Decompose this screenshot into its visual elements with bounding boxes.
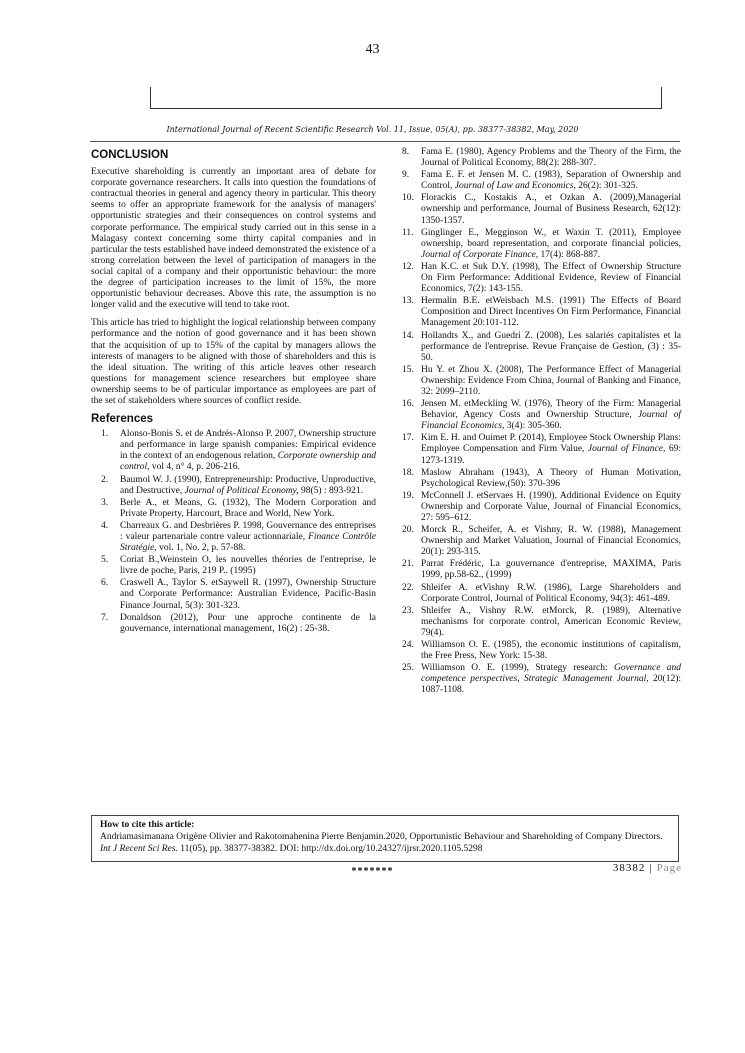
header-rule bbox=[90, 141, 680, 142]
reference-item bbox=[91, 498, 376, 520]
reference-item bbox=[402, 640, 681, 662]
reference-number: 5. bbox=[101, 555, 109, 566]
reference-text: Florackis C., Kostakis A., et Ozkan A. (2009),Managerial ownership and performance, Journal of Business Research, 62(12): 1350-1357. bbox=[421, 193, 681, 226]
reference-number: 4. bbox=[101, 520, 109, 531]
reference-text: Coriat B.,Weinstein O, les nouvelles théories de l'entreprise, le livre de poche, Paris, 219 P.. (1995) bbox=[120, 555, 376, 577]
reference-item bbox=[402, 559, 681, 581]
citation-label: How to cite this article: bbox=[100, 820, 195, 830]
journal-header: International Journal of Recent Scientific Research Vol. 11, Issue, 05(A), pp. 38377-38382, May, 2020 bbox=[166, 125, 579, 134]
reference-number: 16. bbox=[402, 399, 414, 410]
reference-item bbox=[402, 331, 681, 364]
reference-number: 14. bbox=[402, 330, 414, 341]
reference-text: Fama E. F. et Jensen M. C. (1983), Separation of Ownership and Control, bbox=[421, 170, 681, 192]
reference-item bbox=[91, 555, 376, 577]
reference-item bbox=[402, 193, 681, 226]
reference-number: 23. bbox=[402, 605, 414, 616]
reference-number: 9. bbox=[402, 170, 410, 181]
citation-tail: 11(05), pp. 38377-38382. DOI: http://dx.doi.org/10.24327/ijrsr.2020.1105.5298 bbox=[177, 844, 483, 854]
top-frame-box bbox=[150, 87, 662, 109]
reference-text: Baumol W. J. (1990), Entrepreneurship: Productive, Unproductive, and Destructive, bbox=[120, 474, 376, 496]
reference-tail: 17(4): 868-887. bbox=[538, 249, 601, 260]
reference-tail: 98(5) : 893-921. bbox=[298, 485, 364, 496]
reference-item bbox=[402, 525, 681, 558]
reference-item bbox=[402, 433, 681, 466]
reference-item bbox=[402, 491, 681, 524]
reference-number: 19. bbox=[402, 490, 414, 501]
reference-source: Journal of Political Economy, bbox=[184, 485, 299, 496]
reference-text: Hu Y. et Zhou X. (2008), The Performance Effect of Managerial Ownership: Evidence From China, Journal of Banking and Finance, 32: 2099–2110. bbox=[421, 364, 681, 397]
references-title: References bbox=[91, 413, 154, 426]
reference-tail: vol 4, n° 4, p. 206-216. bbox=[149, 462, 240, 473]
end-stars: ******* bbox=[351, 866, 394, 877]
reference-text: Fama E. (1980), Agency Problems and the Theory of the Firm, the Journal of Political Economy, 88(2): 288-307. bbox=[421, 147, 681, 169]
reference-text: Ginglinger E., Megginson W., et Waxin T. (2011), Employee ownership, board representation, and corporate financial policies, bbox=[421, 227, 681, 249]
reference-tail: 69: 1273-1319. bbox=[421, 444, 681, 466]
reference-number: 10. bbox=[402, 193, 414, 204]
footer-page-number: 38382 bbox=[612, 862, 646, 874]
reference-number: 25. bbox=[402, 663, 414, 674]
reference-item bbox=[402, 583, 681, 605]
reference-number: 6. bbox=[101, 578, 109, 589]
reference-item bbox=[91, 578, 376, 611]
reference-text: Jensen M. etMeckling W. (1976), Theory of the Firm: Managerial Behavior, Agency Costs and Ownership Structure, bbox=[421, 399, 681, 421]
reference-text: Parrat Frédéric, La gouvernance d'entreprise, MAXIMA, Paris 1999, pp.58-62., (1999) bbox=[421, 559, 681, 581]
citation-text bbox=[100, 831, 670, 855]
left-column bbox=[91, 147, 376, 636]
citation-body: Andriamasimanana Origène Olivier and Rakotomahenina Pierre Benjamin.2020, Opportunistic Behaviour and Shareholding of Company Directors. bbox=[100, 832, 663, 842]
footer-page-label: Page bbox=[656, 862, 682, 874]
reference-number: 7. bbox=[101, 612, 109, 623]
reference-item bbox=[402, 147, 681, 169]
reference-text: Alonso-Bonis S. et de Andrés-Alonso P. 2007, Ownership structure and performance in large spanish companies: Empirical evidence in the context of an endogenous relation, bbox=[120, 429, 376, 462]
reference-tail: vol. 1, No. 2, p. 57-88. bbox=[156, 543, 246, 554]
reference-source: Journal of Financial Economics, bbox=[421, 410, 681, 432]
right-column bbox=[402, 147, 681, 698]
reference-text: Shleifer A., Vishny R.W. etMorck, R. (1989), Alternative mechanisms for corporate control, American Economic Review, 79(4). bbox=[421, 605, 681, 638]
conclusion-paragraph-2: This article has tried to highlight the logical relationship between company performance and the notion of good governance and it has been shown that the acquisition of up to 15% of the capital by managers allows the interests of managers to be aligned with those of shareholders and this is the ideal situation. The writing of this article leaves other research questions for management science researchers but employee share ownership seems to be of particular importance as employees are part of the set of stakeholders where sources of conflict reside. bbox=[91, 318, 376, 406]
reference-text: Hollandts X., and Guedri Z. (2008), Les salariés capitalistes et la performance de l'entreprise. Revue Française de Gestion, (3) : 35-50. bbox=[421, 330, 681, 363]
reference-item bbox=[91, 475, 376, 497]
reference-item bbox=[402, 663, 681, 696]
reference-text: Craswell A., Taylor S. etSaywell R. (1997), Ownership Structure and Corporate Performance: Australian Evidence, Pacific-Basin Finance Journal, 5(3): 301-323. bbox=[120, 578, 376, 611]
reference-item bbox=[402, 365, 681, 398]
reference-source: Journal of Finance, bbox=[587, 444, 666, 455]
conclusion-paragraph-1: Executive shareholding is currently an important area of debate for corporate governance researchers. It calls into question the foundations of contractual theories in general and agency theory in particular. This theory seems to offer an appropriate framework for the analysis of managers' opportunistic strategies and their consequences on control systems and corporate performance. The empirical study carried out in this sense in a Malagasy context concerning some thirty capital companies and in particular the tests established have indeed demonstrated the existence of a strong correlation between the level of participation of managers in the social capital of a company and their opportunistic behaviour: the more the degree of participation increases to the limit of 15%, the more opportunistic behaviour decreases. Above this rate, the assumption is no longer valid and the executive will tend to take root. bbox=[91, 167, 376, 311]
reference-tail: 26(2): 301-325. bbox=[575, 181, 638, 192]
citation-journal: Int J Recent Sci Res. bbox=[100, 844, 178, 854]
reference-text: Maslow Abraham (1943), A Theory of Human Motivation, Psychological Review,(50): 370-396 bbox=[421, 467, 681, 489]
reference-number: 11. bbox=[402, 227, 414, 238]
reference-source: Finance Contrôle Stratégie, bbox=[120, 532, 376, 554]
reference-text: Kim E. H. and Ouimet P. (2014), Employee Stock Ownership Plans: Employee Compensation and Firm Value, bbox=[421, 433, 681, 455]
references-list-left bbox=[91, 429, 376, 635]
reference-text: McConnell J. etServaes H. (1990), Additional Evidence on Equity Ownership and Corporate Value, Journal of Financial Economics, 27: 595–612. bbox=[421, 490, 681, 523]
reference-text: Han K.C. et Suk D.Y. (1998), The Effect of Ownership Structure On Firm Performance: Additional Evidence, Review of Financial Economics, 7(2): 143-155. bbox=[421, 261, 681, 295]
conclusion-title: CONCLUSION bbox=[91, 149, 169, 161]
reference-text: Hermalin B.E. etWeisbach M.S. (1991) The Effects of Board Composition and Direct Incentives On Firm Performance, Financial Management 20:101-112. bbox=[421, 296, 681, 329]
reference-item bbox=[402, 170, 681, 192]
reference-number: 12. bbox=[402, 261, 414, 272]
reference-number: 3. bbox=[101, 497, 109, 508]
reference-item bbox=[402, 228, 681, 261]
reference-item bbox=[402, 606, 681, 639]
reference-number: 22. bbox=[402, 582, 414, 593]
reference-number: 8. bbox=[402, 147, 410, 157]
reference-tail: 3(4): 305-360. bbox=[504, 421, 562, 432]
reference-text: Shleifer A. etVishny R.W. (1986), Large Shareholders and Corporate Control, Journal of Political Economy, 94(3): 461-489. bbox=[421, 582, 681, 604]
reference-text: Williamson O. E. (1985), the economic institutions of capitalism, the Free Press, New York: 15-38. bbox=[421, 640, 681, 662]
reference-text: Williamson O. E. (1999), Strategy research: bbox=[421, 663, 614, 674]
page-footer bbox=[613, 862, 682, 874]
reference-text: Charreaux G. and Desbrières P. 1998, Gouvernance des entreprises : valeur partenariale contre valeur actionnariale, bbox=[120, 520, 376, 542]
reference-item bbox=[91, 429, 376, 473]
reference-item bbox=[402, 399, 681, 432]
page-number: 43 bbox=[365, 42, 380, 57]
reference-number: 20. bbox=[402, 525, 414, 536]
reference-item bbox=[91, 521, 376, 554]
footer-bar: | bbox=[649, 862, 653, 874]
reference-number: 15. bbox=[402, 364, 414, 375]
reference-text: Donaldson (2012), Pour une approche continente de la gouvernance, international management, 16(2) : 25-38. bbox=[120, 612, 376, 634]
citation-box bbox=[91, 815, 679, 862]
reference-text: Berle A., et Means, G. (1932), The Modern Corporation and Private Property, Harcourt, Brace and World, New York. bbox=[120, 497, 376, 519]
reference-number: 2. bbox=[101, 474, 109, 485]
reference-number: 1. bbox=[101, 429, 109, 440]
reference-number: 21. bbox=[402, 559, 414, 570]
reference-item bbox=[402, 296, 681, 329]
reference-source: Corporate ownership and control, bbox=[120, 451, 376, 473]
reference-item bbox=[402, 468, 681, 490]
reference-text: Morck R., Scheifer, A. et Vishny, R. W. (1988), Management Ownership and Market Valuation, Journal of Financial Economics, 20(1): 293-315. bbox=[421, 525, 681, 558]
reference-number: 18. bbox=[402, 467, 414, 478]
references-list-right bbox=[402, 147, 681, 697]
reference-item bbox=[402, 262, 681, 295]
reference-tail: 20(12): 1087-1108. bbox=[421, 674, 682, 696]
reference-item bbox=[91, 613, 376, 635]
reference-source: Journal of Law and Economics, bbox=[454, 181, 576, 192]
reference-number: 17. bbox=[402, 433, 414, 444]
reference-source: Journal of Corporate Finance, bbox=[421, 249, 539, 260]
reference-number: 24. bbox=[402, 640, 414, 651]
reference-number: 13. bbox=[402, 296, 414, 307]
reference-source: Governance and competence perspectives, Strategic Management Journal, bbox=[421, 663, 681, 685]
